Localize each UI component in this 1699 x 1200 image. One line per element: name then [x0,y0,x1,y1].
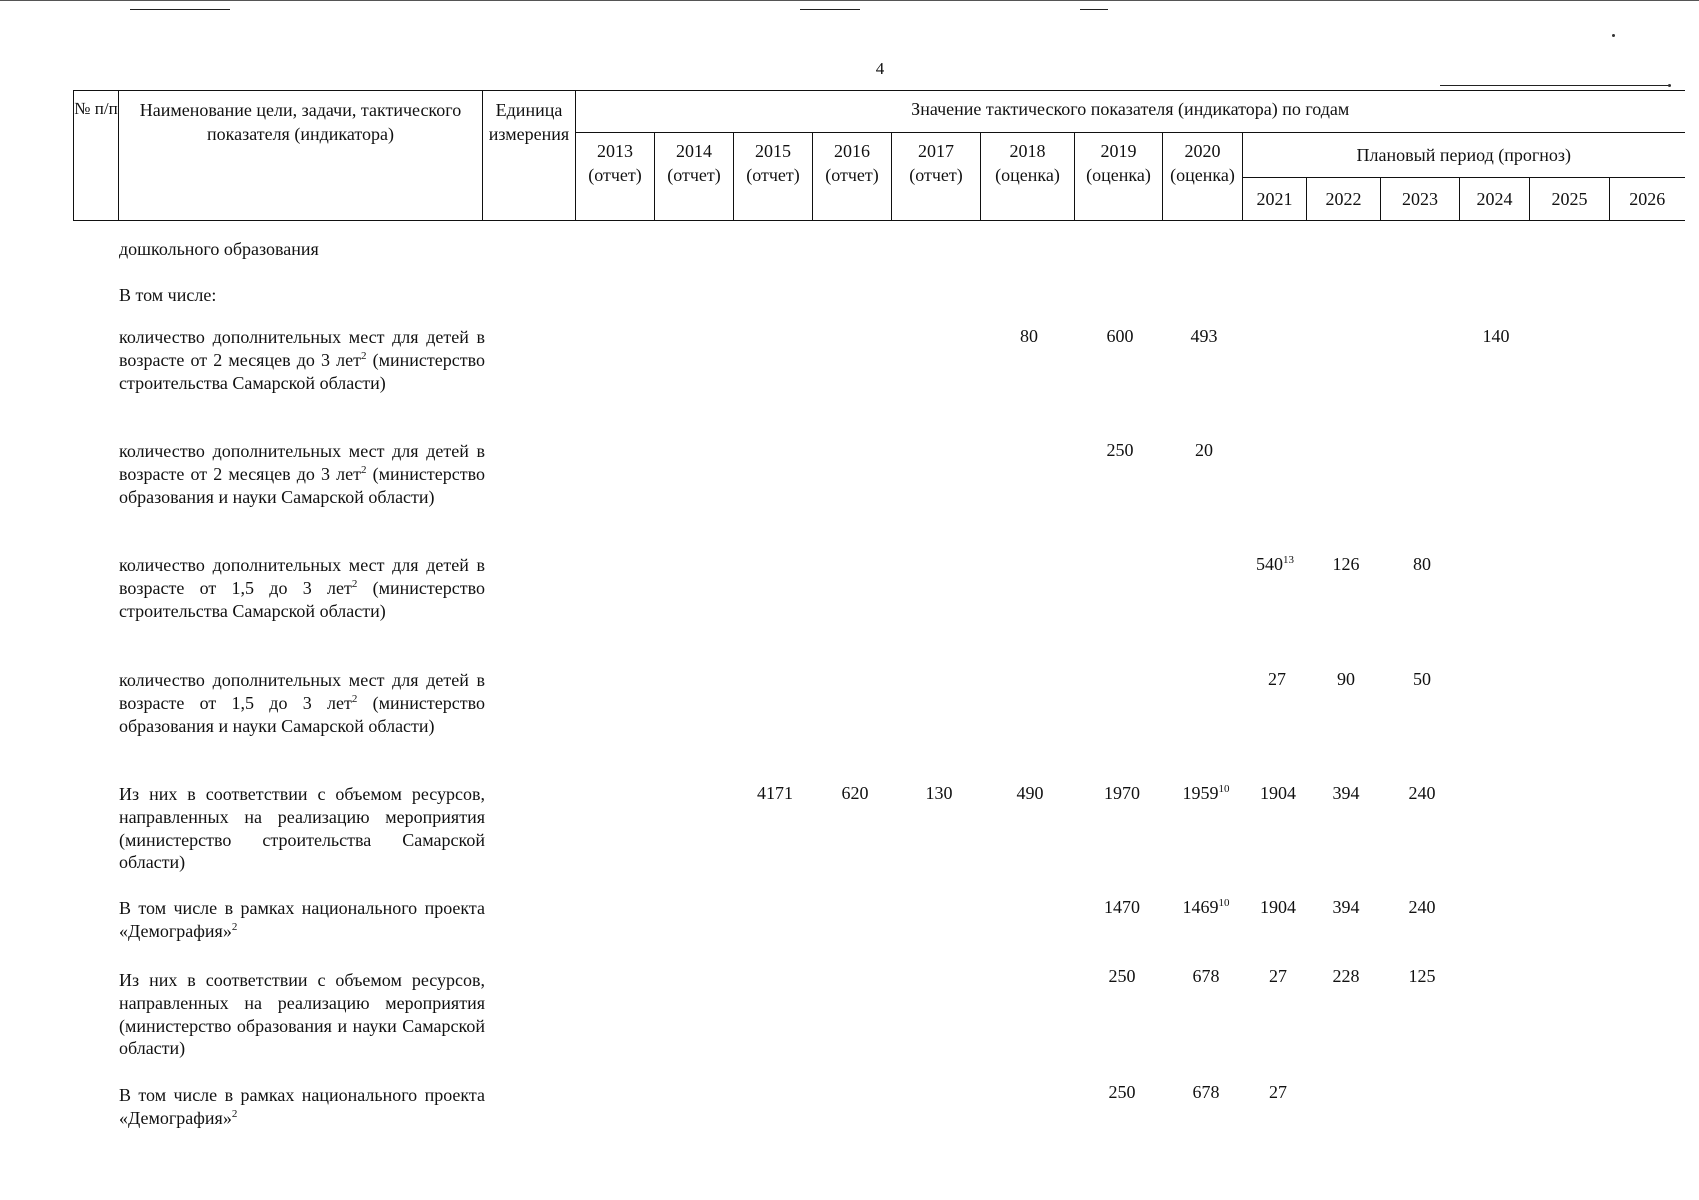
row-text: В том числе в рамках национального проекта «Демография» [119,898,485,941]
year-note-2017: (отчет) [909,165,963,185]
year-note-2014: (отчет) [667,165,721,185]
indicator-label [119,897,485,943]
indicator-label [119,1084,485,1130]
header-name [119,91,483,221]
value-2020: 493 [1190,326,1218,346]
row-ministry: (министерство образования и науки Самарской области) [119,692,485,736]
year-note-2020: (оценка) [1170,165,1235,185]
year-col-2017 [892,133,981,221]
row-text: Из них в соответствии с объемом ресурсов, направленных на реализацию мероприятия (министерство строительства Самарской области) [119,784,485,873]
value-text: 540 [1256,554,1283,574]
row-ministry: (министерство строительства Самарской области) [119,349,485,393]
row-text: количество дополнительных мест для детей в возрасте от 2 месяцев до 3 лет [119,441,485,484]
value-2021: 27 [1268,669,1286,689]
value-2021: 27 [1269,966,1287,986]
year-col-2016 [813,133,892,221]
scan-dot [1668,84,1671,87]
year-2020: 2020 [1184,141,1221,161]
plan-year-2022: 2022 [1307,178,1381,221]
value-2021 [1240,554,1310,575]
year-col-2015 [734,133,813,221]
plan-year-2026: 2026 [1610,178,1685,221]
footnote-mark: 10 [1218,783,1230,795]
year-note-2018: (оценка) [995,165,1060,185]
row-text: количество дополнительных мест для детей в возрасте от 1,5 до 3 лет [119,670,485,713]
header-unit [483,91,576,221]
value-2024: 140 [1482,326,1510,346]
year-note-2016: (отчет) [825,165,879,185]
value-2019: 600 [1106,326,1134,346]
row-ministry: (министерство образования и науки Самарской области) [119,463,485,507]
indicator-label [119,554,485,622]
row-ministry: (министерство строительства Самарской области) [119,577,485,621]
scan-line [0,0,1699,1]
value-2021: 1904 [1260,783,1296,803]
row-text: дошкольного образования [119,239,319,259]
unit-label: Единица измерения [488,100,570,144]
footnote-mark: 2 [361,463,367,476]
value-2020: 678 [1192,1082,1220,1102]
value-2020 [1171,897,1241,918]
row-text: количество дополнительных мест для детей в возрасте от 2 месяцев до 3 лет [119,327,485,370]
value-2023: 125 [1408,966,1436,986]
row-label [119,284,485,307]
value-2023: 80 [1413,554,1431,574]
year-col-2019 [1075,133,1163,221]
value-2020: 678 [1192,966,1220,986]
footnote-mark: 2 [361,349,367,362]
indicator-label [119,669,485,737]
value-2020 [1171,783,1241,804]
scan-line [1440,85,1670,86]
year-col-2020 [1163,133,1243,221]
value-2021: 1904 [1260,897,1296,917]
name-label: Наименование цели, задачи, тактического показателя (индикатора) [139,100,462,144]
value-2023: 240 [1408,897,1436,917]
plan-year-2025: 2025 [1530,178,1610,221]
value-2019: 1970 [1104,783,1140,803]
scan-dot [1612,34,1615,37]
year-2015: 2015 [755,141,791,161]
indicator-label [119,326,485,394]
value-2020: 20 [1195,440,1213,460]
year-2019: 2019 [1100,141,1137,161]
year-note-2015: (отчет) [746,165,800,185]
scan-line [130,9,230,10]
row-label [119,238,485,261]
value-text: 1469 [1182,897,1219,917]
value-2019: 1470 [1104,897,1140,917]
indicator-label [119,783,485,874]
header-plan [1243,133,1685,178]
row-text: Из них в соответствии с объемом ресурсов, направленных на реализацию мероприятия (министерство образования и науки Самарской области) [119,970,485,1059]
value-2022: 228 [1332,966,1360,986]
scan-line [1080,9,1108,10]
indicator-header-table [73,90,1685,221]
plan-year-2024: 2024 [1460,178,1530,221]
indicator-label [119,969,485,1060]
footnote-mark: 2 [351,577,358,590]
year-note-2019: (оценка) [1086,165,1151,185]
value-2022: 90 [1337,669,1355,689]
indicator-label [119,440,485,508]
value-2021: 27 [1269,1082,1287,1102]
header-values [576,91,1685,133]
year-2013: 2013 [597,141,633,161]
scan-line [800,9,860,10]
footnote-mark: 2 [351,692,358,705]
value-2018: 80 [1020,326,1038,346]
plan-year-2021: 2021 [1243,178,1307,221]
value-2023: 50 [1413,669,1431,689]
year-2014: 2014 [676,141,712,161]
value-2023: 240 [1408,783,1436,803]
year-2017: 2017 [918,141,954,161]
year-2018: 2018 [1009,141,1046,161]
plan-year-2023: 2023 [1381,178,1460,221]
row-text: В том числе в рамках национального проекта «Демография» [119,1085,485,1128]
row-text: количество дополнительных мест для детей в возрасте от 1,5 до 3 лет [119,555,485,598]
value-2022: 394 [1332,897,1360,917]
value-2019: 250 [1106,440,1134,460]
value-2017: 130 [925,783,953,803]
value-2018: 490 [1016,783,1044,803]
year-note-2013: (отчет) [588,165,642,185]
value-2019: 250 [1108,966,1136,986]
year-col-2014 [655,133,734,221]
row-text: В том числе: [119,285,217,305]
value-2016: 620 [841,783,869,803]
value-2015: 4171 [757,783,793,803]
year-col-2018 [981,133,1075,221]
year-col-2013 [576,133,655,221]
footnote-mark: 13 [1283,554,1294,566]
value-2019: 250 [1108,1082,1136,1102]
footnote-mark: 10 [1218,897,1230,909]
value-2022: 126 [1332,554,1360,574]
header-num [74,91,119,221]
year-2016: 2016 [834,141,870,161]
plan-label: Плановый период (прогноз) [1356,145,1571,165]
values-label: Значение тактического показателя (индикатора) по годам [911,99,1350,119]
num-label: № п/п [74,99,118,118]
value-2022: 394 [1332,783,1360,803]
value-text: 1959 [1182,783,1219,803]
footnote-mark: 2 [231,920,238,933]
footnote-mark: 2 [231,1107,238,1120]
page-number: 4 [875,59,885,78]
